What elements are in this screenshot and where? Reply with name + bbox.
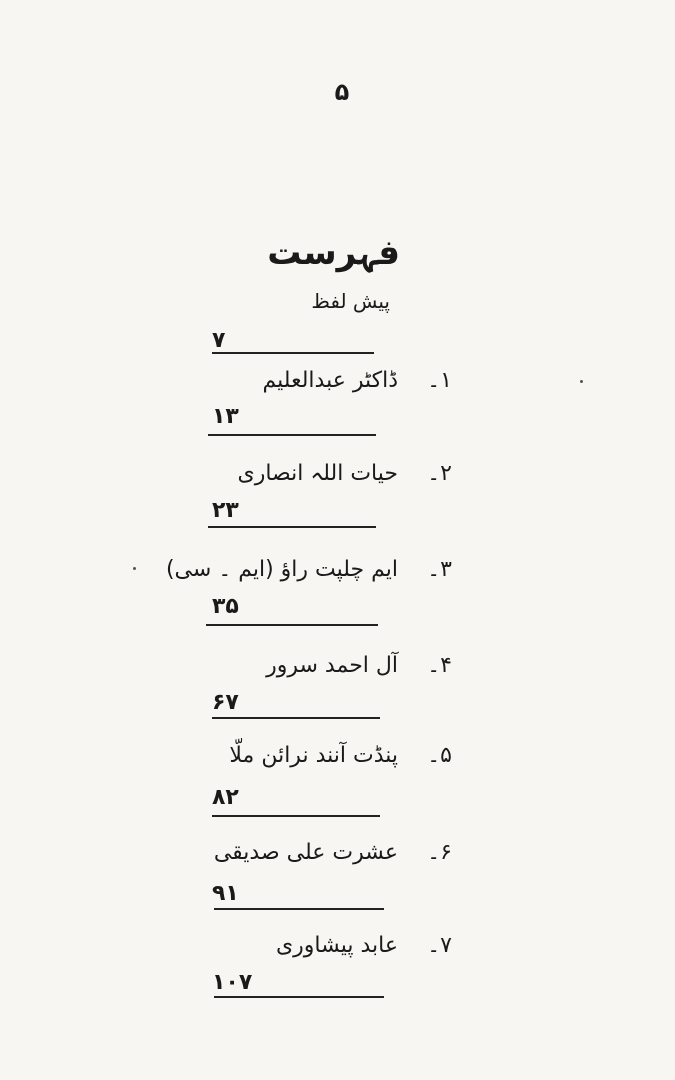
toc-entry-page: ۳۵: [212, 594, 239, 619]
toc-entry-name: پنڈت آنند نرائن ملّا: [229, 743, 398, 768]
toc-divider: [212, 352, 374, 354]
toc-entry-page: ۱۳: [212, 404, 239, 429]
toc-entry-number: ۱۔: [427, 368, 452, 393]
page-number: ۵: [334, 78, 350, 106]
toc-entry-name: آل احمد سرور: [266, 653, 398, 678]
toc-entry-name: عابد پیشاوری: [275, 933, 398, 958]
scan-speck: [133, 567, 136, 570]
toc-entry-number: ۳۔: [427, 557, 452, 582]
toc-entry-name: ایم چلپت راؤ (ایم ۔ سی): [165, 557, 398, 582]
toc-divider: [208, 434, 376, 436]
toc-divider: [206, 624, 378, 626]
toc-preface-page: ۷: [212, 328, 226, 353]
toc-entry-name: عشرت علی صدیقی: [213, 840, 398, 865]
toc-entry-name: حیات اللہ انصاری: [237, 461, 398, 486]
toc-divider: [208, 526, 376, 528]
toc-preface: پیش لفظ: [311, 289, 390, 313]
toc-divider: [212, 717, 380, 719]
toc-entry-number: ۷۔: [427, 933, 452, 958]
toc-entry-number: ۲۔: [427, 461, 452, 486]
toc-entry-number: ۴۔: [427, 653, 452, 678]
scan-speck: [580, 380, 583, 383]
toc-entry-page: ۲۳: [212, 498, 239, 523]
toc-entry-number: ۵۔: [427, 743, 452, 768]
toc-entry-page: ۶۷: [212, 690, 239, 715]
toc-divider: [214, 996, 384, 998]
toc-divider: [212, 815, 380, 817]
toc-title: فہرست: [267, 233, 400, 273]
toc-entry-number: ۶۔: [427, 840, 452, 865]
toc-entry-page: ۹۱: [212, 881, 239, 906]
toc-entry-page: ۱۰۷: [212, 970, 253, 995]
toc-entry-name: ڈاکٹر عبدالعلیم: [262, 368, 398, 393]
toc-entry-page: ۸۲: [212, 785, 239, 810]
toc-divider: [214, 908, 384, 910]
